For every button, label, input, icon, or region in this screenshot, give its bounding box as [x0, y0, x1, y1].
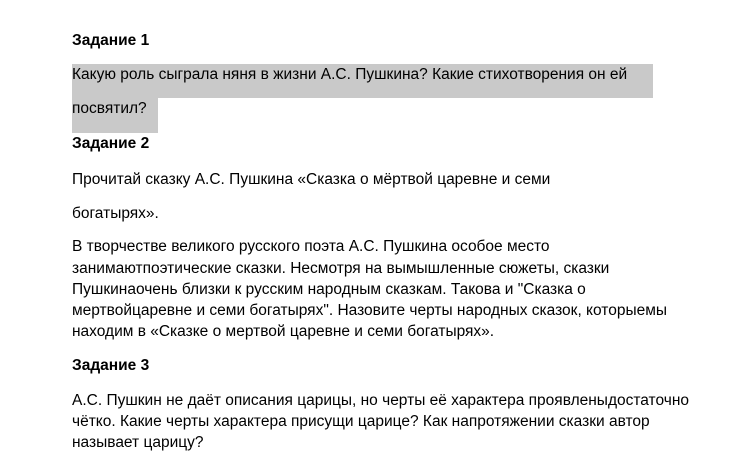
task-3-heading: Задание 3: [72, 357, 150, 374]
task-1-question-line-1: Какую роль сыграла няня в жизни А.С. Пушкина? Какие стихотворения он ей: [72, 66, 628, 83]
task-2-body-line-5: находим в «Сказке о мертвой царевне и семи богатырях».: [72, 323, 495, 340]
task-2-intro-line-1: Прочитай сказку А.С. Пушкина «Сказка о мёртвой царевне и семи: [72, 171, 551, 188]
task-2-body-line-3: Пушкинаочень близки к русским народным сказкам. Такова и "Сказка о: [72, 281, 586, 298]
task-3-line-1: А.С. Пушкин не даёт описания царицы, но черты её характера проявленыдостаточно: [72, 392, 690, 409]
document-page: [72, 0, 739, 459]
task-2-body-line-2: занимаютпоэтические сказки. Несмотря на вымышленные сюжеты, сказки: [72, 260, 610, 277]
task-1-heading: Задание 1: [72, 32, 150, 49]
task-3-line-2: чётко. Какие черты характера присущи царице? Как напротяжении сказки автор: [72, 413, 650, 430]
task-2-heading: Задание 2: [72, 135, 150, 152]
task-2-body-line-1: В творчестве великого русского поэта А.С. Пушкина особое место: [72, 238, 550, 255]
task-1-question-line-2: посвятил?: [72, 100, 147, 117]
task-2-body-line-4: мертвойцаревне и семи богатырях". Назовите черты народных сказок, которыемы: [72, 302, 668, 319]
task-3-line-3: называет царицу?: [72, 434, 204, 451]
task-2-intro-line-2: богатырях».: [72, 205, 159, 222]
